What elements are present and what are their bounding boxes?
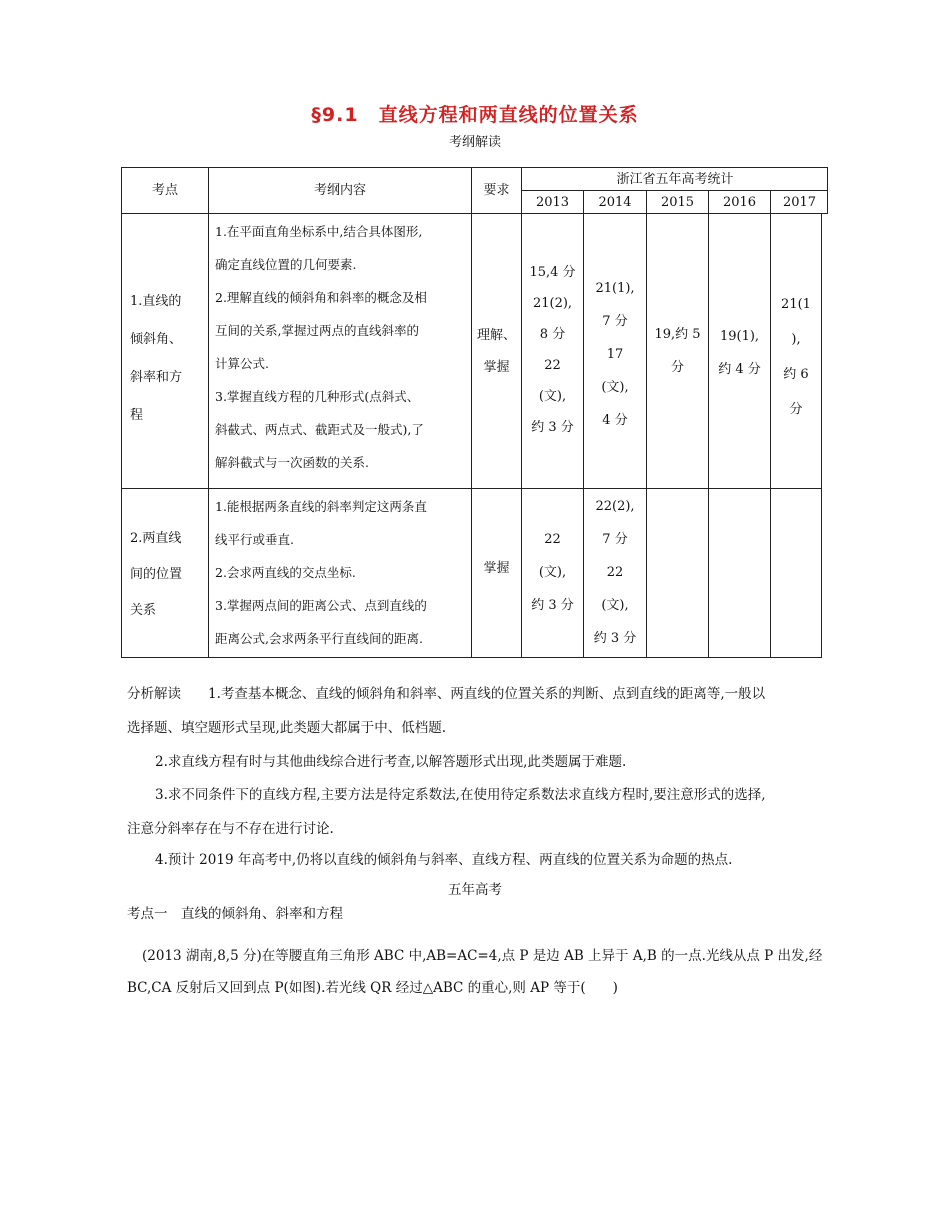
year-2015: 2015 xyxy=(660,195,695,210)
row1-2017-line: 21(1 xyxy=(781,297,811,312)
year-2016: 2016 xyxy=(722,195,757,210)
row1-2017-line: ), xyxy=(791,332,801,347)
row1-2014 xyxy=(584,272,646,437)
row1-2013-line: 8 分 xyxy=(539,327,566,342)
row1-requirement xyxy=(472,320,521,384)
year-2017: 2017 xyxy=(782,195,817,210)
row1-content-line: 2.理解直线的倾斜角和斜率的概念及相 xyxy=(215,290,427,305)
row1-2013-line: (文), xyxy=(538,389,567,404)
row2-content-line: 1.能根据两条直线的斜率判定这两条直 xyxy=(215,499,427,514)
row2-2013-line: 22 xyxy=(544,532,561,547)
row1-2014-line: 17 xyxy=(606,347,624,362)
row1-content-line: 确定直线位置的几何要素. xyxy=(215,257,357,272)
row1-req-line: 掌握 xyxy=(483,360,510,375)
row1-point-line: 1.直线的 xyxy=(130,294,182,309)
year-2013: 2013 xyxy=(535,195,570,210)
row1-content-line: 3.掌握直线方程的几种形式(点斜式、 xyxy=(215,389,420,404)
row2-2013 xyxy=(522,523,583,622)
row2-content-line: 3.掌握两点间的距离公式、点到直线的 xyxy=(215,598,427,613)
col-header-stats: 浙江省五年高考统计 xyxy=(616,172,734,187)
analysis-p1-cont: 选择题、填空题形式呈现,此类题大都属于中、低档题. xyxy=(127,720,447,736)
col-header-requirement: 要求 xyxy=(483,183,510,198)
page-title: §9.1 直线方程和两直线的位置关系 xyxy=(311,104,639,126)
row2-point-line: 2.两直线 xyxy=(130,531,182,546)
row2-requirement: 掌握 xyxy=(483,561,510,576)
row1-content-line: 互间的关系,掌握过两点的直线斜率的 xyxy=(215,323,419,338)
row2-content xyxy=(215,490,471,655)
row1-2016 xyxy=(709,320,770,386)
row1-point-line: 程 xyxy=(130,408,144,423)
page-subtitle: 考纲解读 xyxy=(448,135,501,150)
question-line-2: BC,CA 反射后又回到点 P(如图).若光线 QR 经过△ABC 的重心,则 AP 等于( ) xyxy=(127,980,618,996)
row1-2013-line: 22 xyxy=(544,358,561,373)
row1-2017-line: 约 6 xyxy=(783,367,809,382)
row1-2017-line: 分 xyxy=(789,402,803,417)
analysis-p3-lead: 3.求不同条件下的直线方程,主要方法是待定系数法,在使用待定系数法求直线方程时,要注意形式的选择, xyxy=(155,787,766,803)
row1-point-line: 倾斜角、 xyxy=(130,332,183,347)
row1-2013 xyxy=(522,257,583,443)
row1-2013-line: 21(2), xyxy=(532,296,573,311)
row2-2014-line: (文), xyxy=(601,598,629,613)
row2-point xyxy=(130,521,206,629)
row1-2014-line: 21(1), xyxy=(595,281,635,296)
row2-2013-line: (文), xyxy=(538,565,567,580)
row1-point-line: 斜率和方 xyxy=(130,370,183,385)
row1-2013-line: 15,4 分 xyxy=(529,265,576,280)
row1-content-line: 1.在平面直角坐标系中,结合具体图形, xyxy=(215,224,423,239)
question-line-1: (2013 湖南,8,5 分)在等腰直角三角形 ABC 中,AB=AC=4,点 P 是边 AB 上异于 A,B 的一点.光线从点 P 出发,经 xyxy=(142,948,823,964)
row1-2015-line: 19,约 5 xyxy=(654,327,701,342)
col-header-point: 考点 xyxy=(151,183,178,198)
row1-point xyxy=(130,283,206,435)
row2-point-line: 间的位置 xyxy=(130,567,183,582)
year-2014: 2014 xyxy=(598,195,632,210)
row2-2014 xyxy=(584,490,646,655)
row1-2016-line: 19(1), xyxy=(719,329,760,344)
analysis-p1-lead: 分析解读 1.考查基本概念、直线的倾斜角和斜率、两直线的位置关系的判断、点到直线的距离等,一般以 xyxy=(127,686,766,702)
row2-point-line: 关系 xyxy=(130,603,157,618)
row1-2015 xyxy=(647,318,708,384)
row1-content-line: 解斜截式与一次函数的关系. xyxy=(215,455,369,470)
row2-2014-line: 7 分 xyxy=(602,532,628,547)
row1-2015-line: 分 xyxy=(670,360,684,375)
row1-content-line: 计算公式. xyxy=(215,356,269,371)
section-heading: 五年高考 xyxy=(448,882,502,898)
row1-content xyxy=(215,215,471,479)
analysis-p3-cont: 注意分斜率存在与不存在进行讨论. xyxy=(127,821,334,837)
row1-2014-line: (文), xyxy=(601,380,629,395)
row1-content-line: 斜截式、两点式、截距式及一般式),了 xyxy=(215,422,424,437)
row2-content-line: 线平行或垂直. xyxy=(215,532,294,547)
col-header-content: 考纲内容 xyxy=(313,183,366,198)
row2-2014-line: 22 xyxy=(606,565,624,580)
row2-content-line: 距离公式,会求两条平行直线间的距离. xyxy=(215,631,423,646)
row1-req-line: 理解、 xyxy=(476,328,516,343)
row1-2014-line: 7 分 xyxy=(602,314,628,329)
topic-heading: 考点一 直线的倾斜角、斜率和方程 xyxy=(127,906,343,922)
analysis-p4: 4.预计 2019 年高考中,仍将以直线的倾斜角与斜率、直线方程、两直线的位置关系为命题的热点. xyxy=(155,852,733,868)
row1-2016-line: 约 4 分 xyxy=(718,362,761,377)
row2-content-line: 2.会求两直线的交点坐标. xyxy=(215,565,356,580)
row2-2013-line: 约 3 分 xyxy=(531,598,574,613)
row1-2014-line: 4 分 xyxy=(602,413,628,428)
row2-2014-line: 22(2), xyxy=(595,499,635,514)
row1-2017 xyxy=(771,287,821,427)
analysis-p2: 2.求直线方程有时与其他曲线综合进行考查,以解答题形式出现,此类题属于难题. xyxy=(155,754,627,770)
row2-2014-line: 约 3 分 xyxy=(593,631,637,646)
row1-2013-line: 约 3 分 xyxy=(531,420,574,435)
